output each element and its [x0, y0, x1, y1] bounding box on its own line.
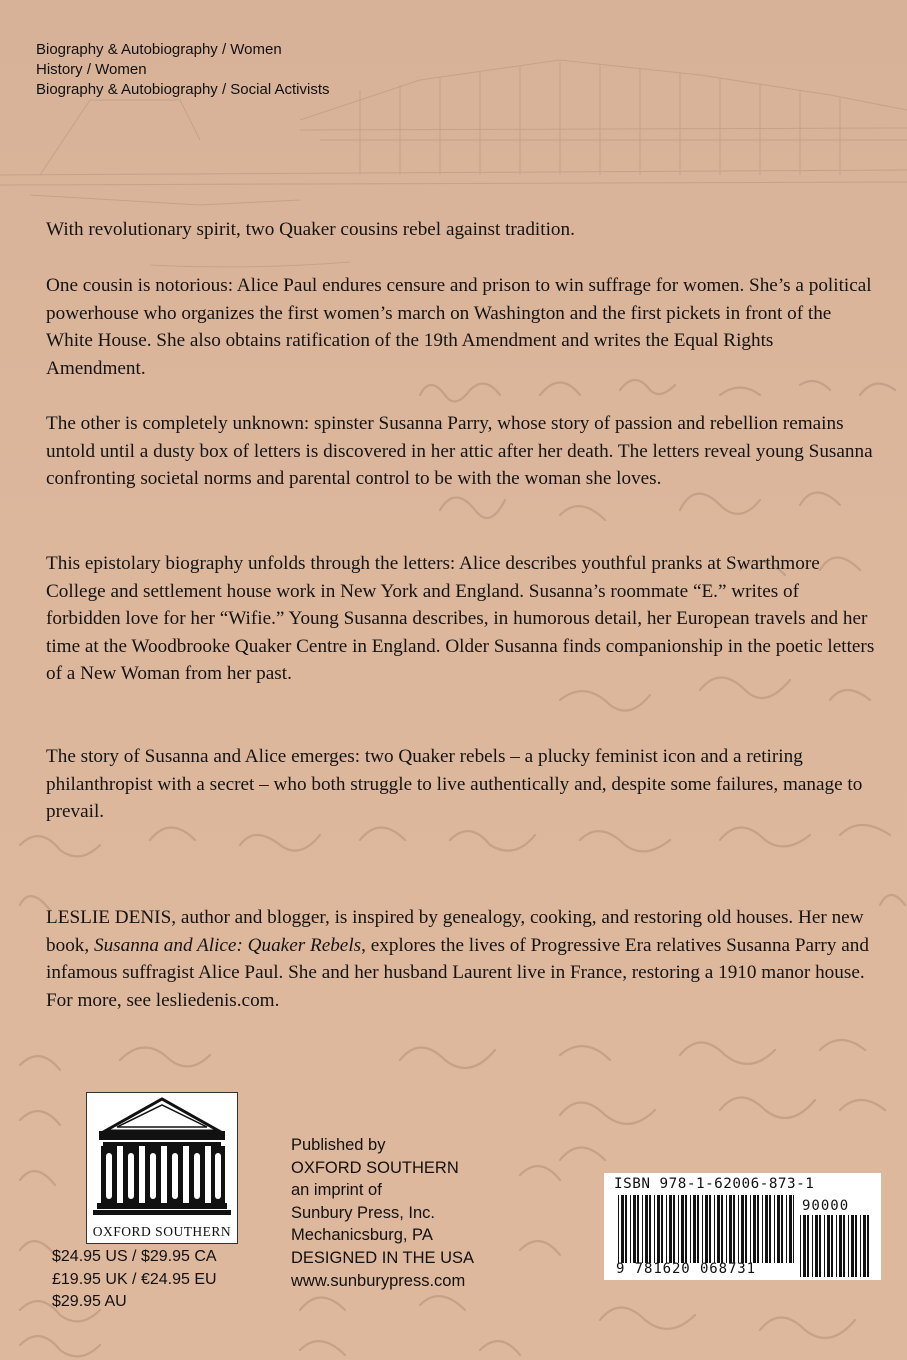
barcode-bar: [642, 1195, 643, 1263]
description-paragraph-3: [46, 410, 876, 493]
publisher-line: DESIGNED IN THE USA: [291, 1248, 475, 1267]
barcode-bar: [789, 1195, 792, 1263]
barcode-bar: [843, 1215, 845, 1277]
paragraph-text: This epistolary biography unfolds through the letters: Alice describes youthful pranks at Swarthmore College and settlement house work in New York and England. Susanna’s roommate “E.” writes of forbidden love for her “Wifie.” Young Susanna describes, in humorous detail, her European travels and her time at the Woodbrooke Quaker Centre in England. Older Susanna finds companionship in the poetic letters of a New Woman from her past.: [46, 553, 875, 685]
barcode-bar: [757, 1195, 759, 1263]
barcode-bar: [702, 1195, 703, 1263]
ean-digits: 9 781620 068731: [616, 1261, 756, 1277]
barcode-bar: [733, 1195, 735, 1263]
barcode-bar: [666, 1195, 667, 1263]
barcode-bar: [714, 1195, 715, 1263]
barcode-bar: [637, 1195, 639, 1263]
barcode-bar: [630, 1195, 631, 1263]
barcode-bar: [819, 1215, 821, 1277]
category-line: History / Women: [36, 61, 147, 78]
barcode-bar: [705, 1195, 708, 1263]
logo-text: OXFORD SOUTHERN: [92, 1224, 232, 1239]
barcode-bar: [738, 1195, 739, 1263]
author-bio: [46, 904, 876, 1014]
barcode-bar: [860, 1215, 861, 1277]
publisher-line: Published by: [291, 1136, 386, 1154]
price-line: £19.95 UK / €24.95 EU: [52, 1270, 217, 1288]
barcode-bar: [745, 1195, 747, 1263]
publisher-logo: [86, 1092, 238, 1244]
barcode-bar: [649, 1195, 651, 1263]
publisher-info: [291, 1134, 474, 1292]
publisher-line: an imprint of: [291, 1181, 382, 1200]
barcode-bar: [685, 1195, 687, 1263]
barcode-bar: [774, 1195, 775, 1263]
barcode-bar: [693, 1195, 696, 1263]
description-paragraph-2: [46, 272, 876, 382]
barcode-bar: [781, 1195, 783, 1263]
barcode-bar: [721, 1195, 723, 1263]
barcode-bar: [786, 1195, 787, 1263]
barcode-bar: [777, 1195, 780, 1263]
author-bio-part: , explores the lives of Progressive Era relatives Susanna Parry and infamous suffragist Alice Paul. She and her husband Laurent live in France, restoring a 1910 manor house. For more, see lesliedenis.com.: [46, 934, 869, 1011]
paragraph-text: One cousin is notorious: Alice Paul endures censure and prison to win suffrage for women. She’s a political powerhouse who organizes the first women’s march on Washington and the first pickets in front of the White House. She also obtains ratification of the 19th Amendment and writes the Equal Rights Amendment.: [46, 275, 872, 379]
barcode-bar: [673, 1195, 675, 1263]
barcode-bar: [851, 1215, 854, 1277]
barcode-bar: [800, 1215, 801, 1277]
barcode-bar: [855, 1215, 857, 1277]
isbn-label: ISBN 978-1-62006-873-1: [614, 1176, 815, 1192]
barcode-bar: [618, 1195, 619, 1263]
barcode-bar: [803, 1215, 806, 1277]
paragraph-text: With revolutionary spirit, two Quaker cousins rebel against tradition.: [46, 219, 575, 240]
barcode-bar: [678, 1195, 679, 1263]
barcode-bar: [812, 1215, 813, 1277]
classical-building-icon: [87, 1093, 237, 1221]
description-paragraph-5: [46, 743, 876, 826]
barcode-bar: [709, 1195, 711, 1263]
category-line: Biography & Autobiography / Social Activists: [36, 81, 330, 98]
barcode-bar: [839, 1215, 842, 1277]
price-addon-digits: 90000: [802, 1198, 850, 1214]
barcode-bar: [815, 1215, 818, 1277]
barcode-bar: [769, 1195, 771, 1263]
author-bio-text: [46, 904, 876, 1014]
price-line: $29.95 AU: [52, 1293, 127, 1310]
author-name: LESLIE DENIS: [46, 907, 172, 928]
publisher-line: Sunbury Press, Inc.: [291, 1203, 435, 1222]
barcode-bar: [654, 1195, 655, 1263]
author-bio-part: , author and blogger, is inspired by genealogy, cooking, and restoring old houses. Her new book,: [46, 907, 864, 956]
publisher-website: www.sunburypress.com: [291, 1271, 466, 1290]
barcode-bar: [753, 1195, 756, 1263]
barcode-bar: [836, 1215, 837, 1277]
barcode-bar: [750, 1195, 751, 1263]
isbn-barcode: [604, 1173, 881, 1280]
barcode-bar: [661, 1195, 663, 1263]
barcode-bar: [765, 1195, 768, 1263]
barcode-bar: [633, 1195, 636, 1263]
description-paragraph-1: [46, 216, 876, 244]
barcode-bar: [729, 1195, 732, 1263]
barcode-bar: [681, 1195, 684, 1263]
price-list: [52, 1246, 217, 1314]
barcode-bar: [621, 1195, 624, 1263]
paragraph-text: The story of Susanna and Alice emerges: two Quaker rebels – a plucky feminist icon and a retiring philanthropist with a secret – who both struggle to live authentically and, despite some failures, manage to prevail.: [46, 746, 863, 823]
subject-categories: [36, 40, 330, 100]
barcode-bar: [625, 1195, 627, 1263]
barcode-bar: [645, 1195, 648, 1263]
paragraph-text: The other is completely unknown: spinster Susanna Parry, whose story of passion and rebellion remains untold until a dusty box of letters is discovered in her attic after her death. The letters reveal young Susanna confronting societal norms and parental control to be with the woman she loves.: [46, 413, 873, 490]
barcode-bar: [863, 1215, 866, 1277]
barcode-bar: [848, 1215, 849, 1277]
barcode-bar: [831, 1215, 833, 1277]
barcode-bar: [717, 1195, 720, 1263]
barcode-bar: [867, 1215, 869, 1277]
barcode-bar: [690, 1195, 691, 1263]
barcode-bar: [669, 1195, 672, 1263]
barcode-bar: [657, 1195, 660, 1263]
barcode-bar: [726, 1195, 727, 1263]
price-line: $24.95 US / $29.95 CA: [52, 1248, 217, 1265]
category-line: Biography & Autobiography / Women: [36, 41, 282, 58]
barcode-bar: [793, 1195, 794, 1263]
barcode-bar: [807, 1215, 809, 1277]
description-paragraph-4: [46, 550, 876, 688]
barcode-bar: [741, 1195, 744, 1263]
publisher-line: OXFORD SOUTHERN: [291, 1158, 459, 1177]
barcode-bar: [824, 1215, 825, 1277]
publisher-line: Mechanicsburg, PA: [291, 1226, 433, 1245]
book-title: Susanna and Alice: Quaker Rebels: [93, 934, 362, 956]
barcode-bar: [762, 1195, 763, 1263]
barcode-bar: [697, 1195, 699, 1263]
barcode-bar: [827, 1215, 830, 1277]
